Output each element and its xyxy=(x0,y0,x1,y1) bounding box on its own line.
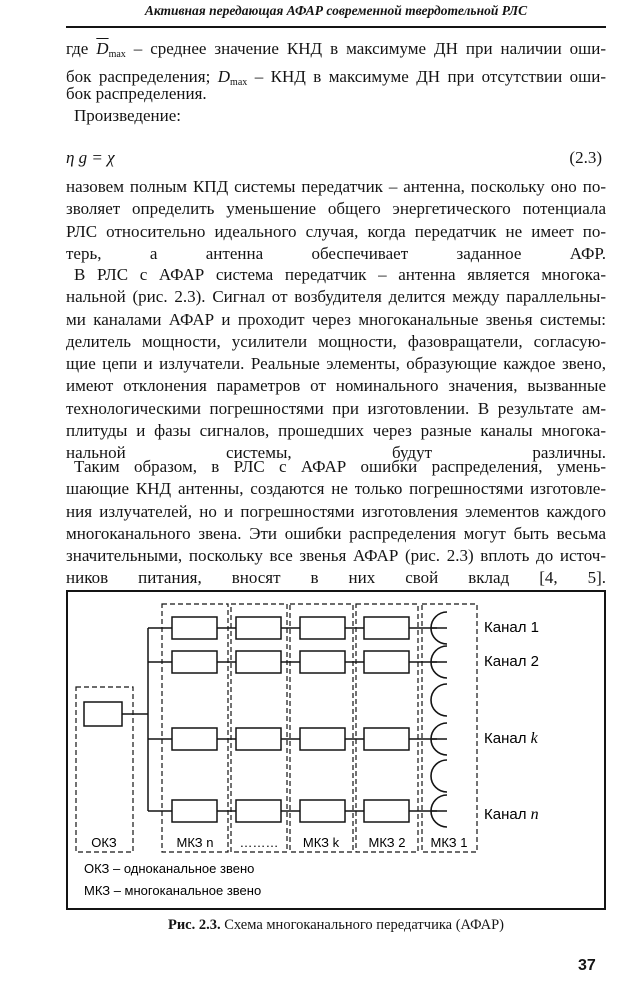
unit-label-mkz-k: МКЗ k xyxy=(302,835,340,850)
page-number: 37 xyxy=(578,957,596,974)
text-line: технологическими погрешностями при изготовлении. В результате ам- xyxy=(66,398,606,418)
legend-mkz: МКЗ – многоканальное звено xyxy=(84,883,262,898)
legend-okz: ОКЗ – одноканальное звено xyxy=(84,861,255,876)
channel-label-1: Канал 1 xyxy=(484,619,539,636)
text-line: ников питания, вносят в них свой вклад [4, 5]. xyxy=(66,568,606,588)
okz-block xyxy=(84,702,122,726)
text-line: Таким образом, в РЛС с АФАР ошибки распределения, умень- xyxy=(74,457,606,476)
text-line: щие цепи и излучатели. Реальные элементы, образующие каждое звено, xyxy=(66,354,606,374)
unit-mkz-1-outline xyxy=(422,604,477,852)
channel-element-box xyxy=(172,800,217,822)
intro-line-4: Произведение: xyxy=(74,105,181,125)
channel-element-box xyxy=(300,651,345,673)
text-line: плитуды и фазы сигналов, прошедших через разные каналы многока- xyxy=(66,421,606,441)
radiator-arc xyxy=(431,684,447,716)
formula-2-3 xyxy=(66,148,606,168)
text-line: ния излучателей, но и погрешностями изготовления элементов каждого xyxy=(66,501,606,521)
text-line: ми каналами АФАР и проходит через многоканальные звенья системы: xyxy=(66,309,606,329)
channel-element-box xyxy=(364,728,409,750)
caption-label: Рис. 2.3. xyxy=(167,917,221,933)
figure-2-3 xyxy=(66,590,606,910)
channel-element-box xyxy=(172,617,217,639)
text-line: нальной (рис. 2.3). Сигнал от возбудителя делится между параллельны- xyxy=(66,287,606,307)
text-line: нальной системы, будут различны. xyxy=(66,443,606,463)
unit-label-mkz-1: МКЗ 1 xyxy=(430,835,468,850)
intro-tail xyxy=(66,83,606,128)
channel-element-box xyxy=(236,728,281,750)
channel-element-box xyxy=(172,651,217,673)
channel-element-box xyxy=(300,617,345,639)
channel-element-box xyxy=(364,651,409,673)
unit-label-dots: ……… xyxy=(239,835,279,850)
channel-element-box xyxy=(236,651,281,673)
text-line: имеют отклонения параметров от номинального значения, вызванные xyxy=(66,376,606,396)
text-line: значительными, поскольку все звенья АФАР (рис. 2.3) вплоть до источ- xyxy=(66,546,606,566)
text-line: делитель мощности, усилители мощности, фазовращатели, согласую- xyxy=(66,331,606,351)
paragraph-3 xyxy=(66,456,606,590)
intro-line-2: бок распределения; $D_{max}$ – КНД в максимуме ДН при отсутствии оши- xyxy=(66,67,606,89)
channel-label-2: Канал 2 xyxy=(484,653,539,670)
unit-label-mkz-n: МКЗ n xyxy=(176,835,214,850)
text-line: многоканального звена. Эти ошибки распределения могут быть весьма xyxy=(66,523,606,543)
text-line: В РЛС с АФАР система передатчик – антенна является многока- xyxy=(74,265,606,284)
text-line: шающие КНД антенны, создаются не только погрешностями изготовле- xyxy=(66,479,606,499)
channel-element-box xyxy=(172,728,217,750)
running-header xyxy=(66,0,606,28)
text-line: зволяет определить уменьшение общего энергетического потенциала xyxy=(66,199,606,219)
channel-element-box xyxy=(300,728,345,750)
intro-line-1: где $\overline{D}_{max}$ – среднее значение КНД в максимуме ДН при наличии оши- xyxy=(66,39,606,60)
paragraph-1 xyxy=(66,176,606,265)
caption-text: Схема многоканального передатчика (АФАР) xyxy=(220,917,505,933)
channel-element-box xyxy=(364,617,409,639)
channel-rows xyxy=(148,612,447,827)
channel-element-box xyxy=(236,617,281,639)
formula-number: (2.3) xyxy=(569,148,602,167)
transmitter-diagram xyxy=(66,590,606,910)
text-line: терь, а антенна обеспечивает заданное АФР. xyxy=(66,243,606,263)
unit-label-mkz-2: МКЗ 2 xyxy=(368,835,406,850)
running-title: Активная передающая АФАР современной твердотельной РЛС xyxy=(144,3,528,18)
formula-expression: η g = χ xyxy=(66,148,115,167)
intro-line-3: бок распределения. xyxy=(66,83,207,103)
channel-element-box xyxy=(300,800,345,822)
channel-label-n: Канал n xyxy=(484,806,539,823)
text-line: РЛС относительно идеального случая, когда передатчик не имеет по- xyxy=(66,221,606,241)
figure-caption xyxy=(66,917,606,934)
unit-label-okz: ОКЗ xyxy=(91,835,117,850)
text-line: назовем полным КПД системы передатчик – антенна, поскольку оно по- xyxy=(66,177,606,196)
paragraph-2 xyxy=(66,264,606,465)
channel-label-k: Канал k xyxy=(484,730,538,747)
channel-element-box xyxy=(236,800,281,822)
channel-element-box xyxy=(364,800,409,822)
radiator-arc xyxy=(431,760,447,792)
